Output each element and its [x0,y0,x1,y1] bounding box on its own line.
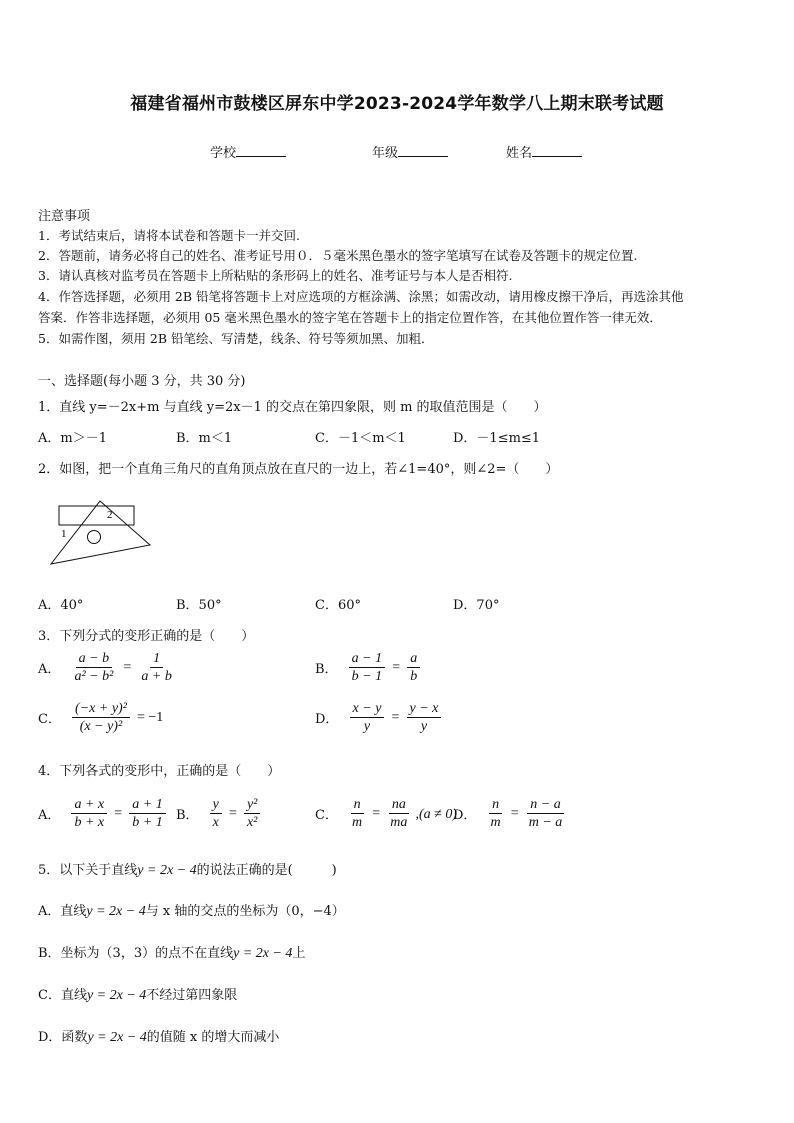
fraction: $\frac{n}{m}$ [352,797,363,830]
note-item: 3．请认真核对监考员在答题卡上所粘贴的条形码上的姓名、准考证号与本人是否相符. [38,268,513,283]
q4-option-d[interactable]: D． $\frac{n}{m}$ = $\frac{n - a}{m - a}$ [453,796,565,831]
fraction: $\frac{a - b}{\text{a² − b²}}$ [74,651,114,684]
q3-option-d[interactable]: D． $\frac{x - y}{y}$ = $\frac{y - x}{y}$ [315,700,441,735]
option-label: A． [38,662,61,677]
question-4-stem: 4．下列各式的变形中，正确的是（ ） [38,764,281,779]
fraction: $\frac{\text{y²}}{\text{x²}}$ [244,796,260,831]
q3-option-b[interactable]: B． $\frac{a - 1}{b - 1}$ = $\frac{a}{b}$ [315,650,420,685]
q3-option-c[interactable] [38,700,165,735]
note-item: 答案．作答非选择题，必须用 05 毫米黑色墨水的签字笔在答题卡上的指定位置作答，在其他位置作答一律无效． [38,310,662,325]
question-3-stem: 3．下列分式的变形正确的是（ ） [38,629,255,644]
triangle-hole [88,531,101,544]
q2-option-d[interactable]: D．70° [453,598,500,613]
note-item: 5．如需作图，须用 2B 铅笔绘、写清楚，线条、符号等须加黑、加粗． [38,331,434,346]
name-field[interactable] [506,142,582,161]
q1-option-d[interactable]: D．－1≤m≤1 [453,431,541,446]
fraction: $\frac{a + x}{b + x}$ [71,796,107,831]
q2-option-c[interactable]: C．60° [315,598,361,613]
grade-blank[interactable] [398,144,448,157]
equals-rhs: = −1 [136,709,164,725]
fraction: $\frac{na}{ma}$ [390,797,408,830]
school-label: 学校 [210,146,237,161]
note-item: 2．答题前，请务必将自己的姓名、准考证号用０．５毫米黑色墨水的签字笔填写在试卷及答题卡的规定位置. [38,248,638,263]
q3-option-a[interactable]: A． $\frac{a - b}{\text{a² − b²}}$ = $\frac{1}{a + b}$ [38,650,175,685]
q1-option-c[interactable]: C．－1＜m＜1 [315,431,406,446]
option-label: B． [315,662,338,677]
q1-option-b[interactable]: B．m＜1 [176,431,233,446]
fraction: $\frac{\text{(−x + y)²}}{\text{(x − y)²}}$ [72,700,130,735]
question-5-stem: 5．以下关于直线y = 2x − 4的说法正确的是( ) [38,863,337,878]
school-field[interactable] [210,142,286,161]
q4-option-a[interactable]: A． $\frac{a + x}{b + x}$ = $\frac{a + 1}{b + 1}$ [38,796,166,831]
fraction: $\frac{y}{x}$ [210,796,222,831]
q2-option-a[interactable]: A．40° [38,598,84,613]
exam-title: 福建省福州市鼓楼区屏东中学2023-2024学年数学八上期末联考试题 [130,94,664,114]
notes-heading: 注意事项 [38,209,91,224]
equation: y = 2x − 4 [86,988,147,1003]
angle-2-label: 2 [107,509,113,521]
q5-option-c[interactable]: C．直线y = 2x − 4不经过第四象限 [38,988,238,1003]
option-label: C． [315,808,338,823]
fraction: $\frac{y - x}{y}$ [407,700,442,735]
note-item: 1．考试结束后，请将本试卷和答题卡一并交回. [38,228,300,243]
option-label: A． [38,808,61,823]
fraction: $\frac{x - y}{y}$ [350,700,385,735]
fraction: $\frac{n}{m}$ [490,797,501,830]
ruler-triangle-figure [45,500,155,570]
school-blank[interactable] [236,144,286,157]
fraction: $\frac{a - 1}{b - 1}$ [349,650,385,685]
fraction: $\frac{n - a}{m - a}$ [528,797,563,830]
q4-option-c[interactable]: C． $\frac{n}{m}$ = $\frac{na}{ma}$ ,(a ≠ 0) [315,797,457,830]
option-label: C． [38,712,61,727]
name-blank[interactable] [532,144,582,157]
note-item: 4．作答选择题，必须用 2B 铅笔将答题卡上对应选项的方框涂满、涂黑；如需改动，请用橡皮擦干净后，再选涂其他 [38,289,684,304]
q1-option-a[interactable]: A．m＞－1 [38,431,107,446]
q2-option-b[interactable]: B．50° [176,598,222,613]
fraction: $\frac{a}{b}$ [407,650,420,685]
q5-option-a[interactable]: A．直线y = 2x − 4与 x 轴的交点的坐标为（0，−4） [38,904,345,919]
question-2-stem: 2．如图，把一个直角三角尺的直角顶点放在直尺的一边上，若∠1=40°，则∠2=（ ） [38,462,559,477]
fraction: $\frac{a + 1}{b + 1}$ [129,796,165,831]
option-label: D． [453,808,477,823]
section-heading: 一、选择题(每小题 3 分，共 30 分) [38,374,246,389]
equation: y = 2x − 4 [137,863,197,878]
fraction: $\frac{1}{a + b}$ [141,651,172,684]
q5-option-d[interactable]: D．函数y = 2x − 4的值随 x 的增大而减小 [38,1030,280,1045]
option-label: D． [315,712,339,727]
question-1-stem: 1．直线 y=－2x+m 与直线 y=2x－1 的交点在第四象限，则 m 的取值范围是（ ） [38,400,547,415]
ruler-shape [59,506,134,525]
name-label: 姓名 [506,146,533,161]
equation: y = 2x − 4 [86,904,146,919]
option-label: B． [176,808,199,823]
q4-option-b[interactable]: B． $\frac{y}{x}$ = $\frac{\text{y²}}{\text{x²}}$ [176,796,260,831]
q5-option-b[interactable]: B．坐标为（3，3）的点不在直线y = 2x − 4上 [38,946,306,961]
equation: y = 2x − 4 [233,946,293,961]
condition: ,(a ≠ 0) [415,807,457,822]
grade-field[interactable] [372,142,448,161]
grade-label: 年级 [372,146,399,161]
angle-1-label: 1 [61,528,67,540]
equation: y = 2x − 4 [87,1030,147,1045]
